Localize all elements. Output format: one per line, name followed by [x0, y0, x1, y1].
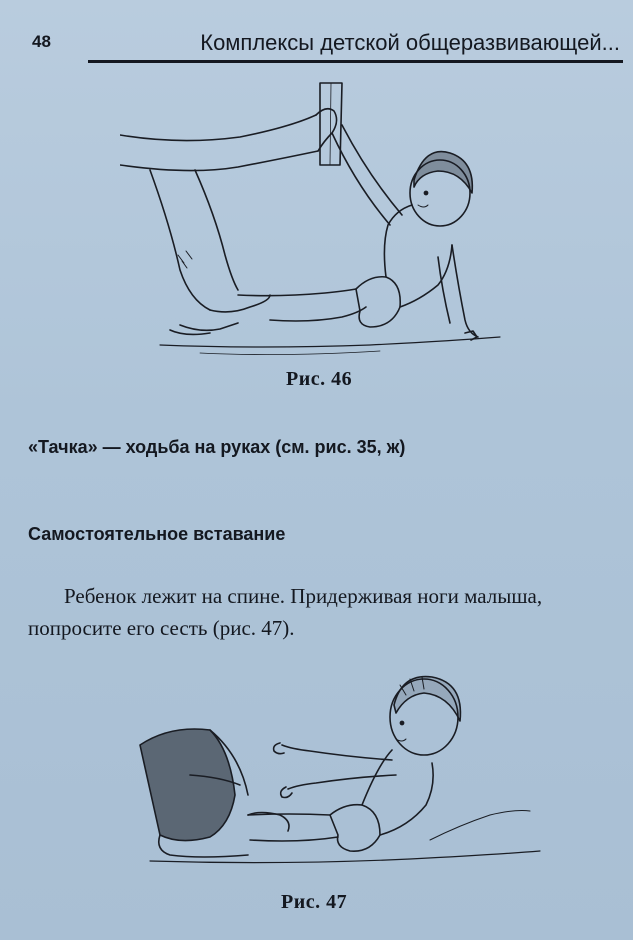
section-title: Самостоятельное вставание: [28, 524, 286, 544]
figure-46-illustration: [120, 75, 520, 360]
section-paragraph: Ребенок лежит на спине. Придерживая ноги малыша, попросите его сесть (рис. 47).: [28, 584, 543, 640]
figure-47-caption: Рис. 47: [281, 891, 348, 913]
figure-47-illustration: [130, 665, 550, 875]
child-diaper: [330, 805, 380, 851]
figure-46-caption: Рис. 46: [286, 368, 353, 390]
page-header: [28, 30, 620, 62]
adult-hand: [316, 109, 337, 151]
page-number: 48: [32, 32, 51, 51]
child-diaper: [356, 277, 400, 327]
exercise-wheelbarrow: «Тачка» — ходьба на руках (см. рис. 35, ж): [28, 437, 406, 457]
header-rule: [88, 60, 623, 63]
running-head: Комплексы детской общеразвивающей...: [200, 30, 620, 55]
